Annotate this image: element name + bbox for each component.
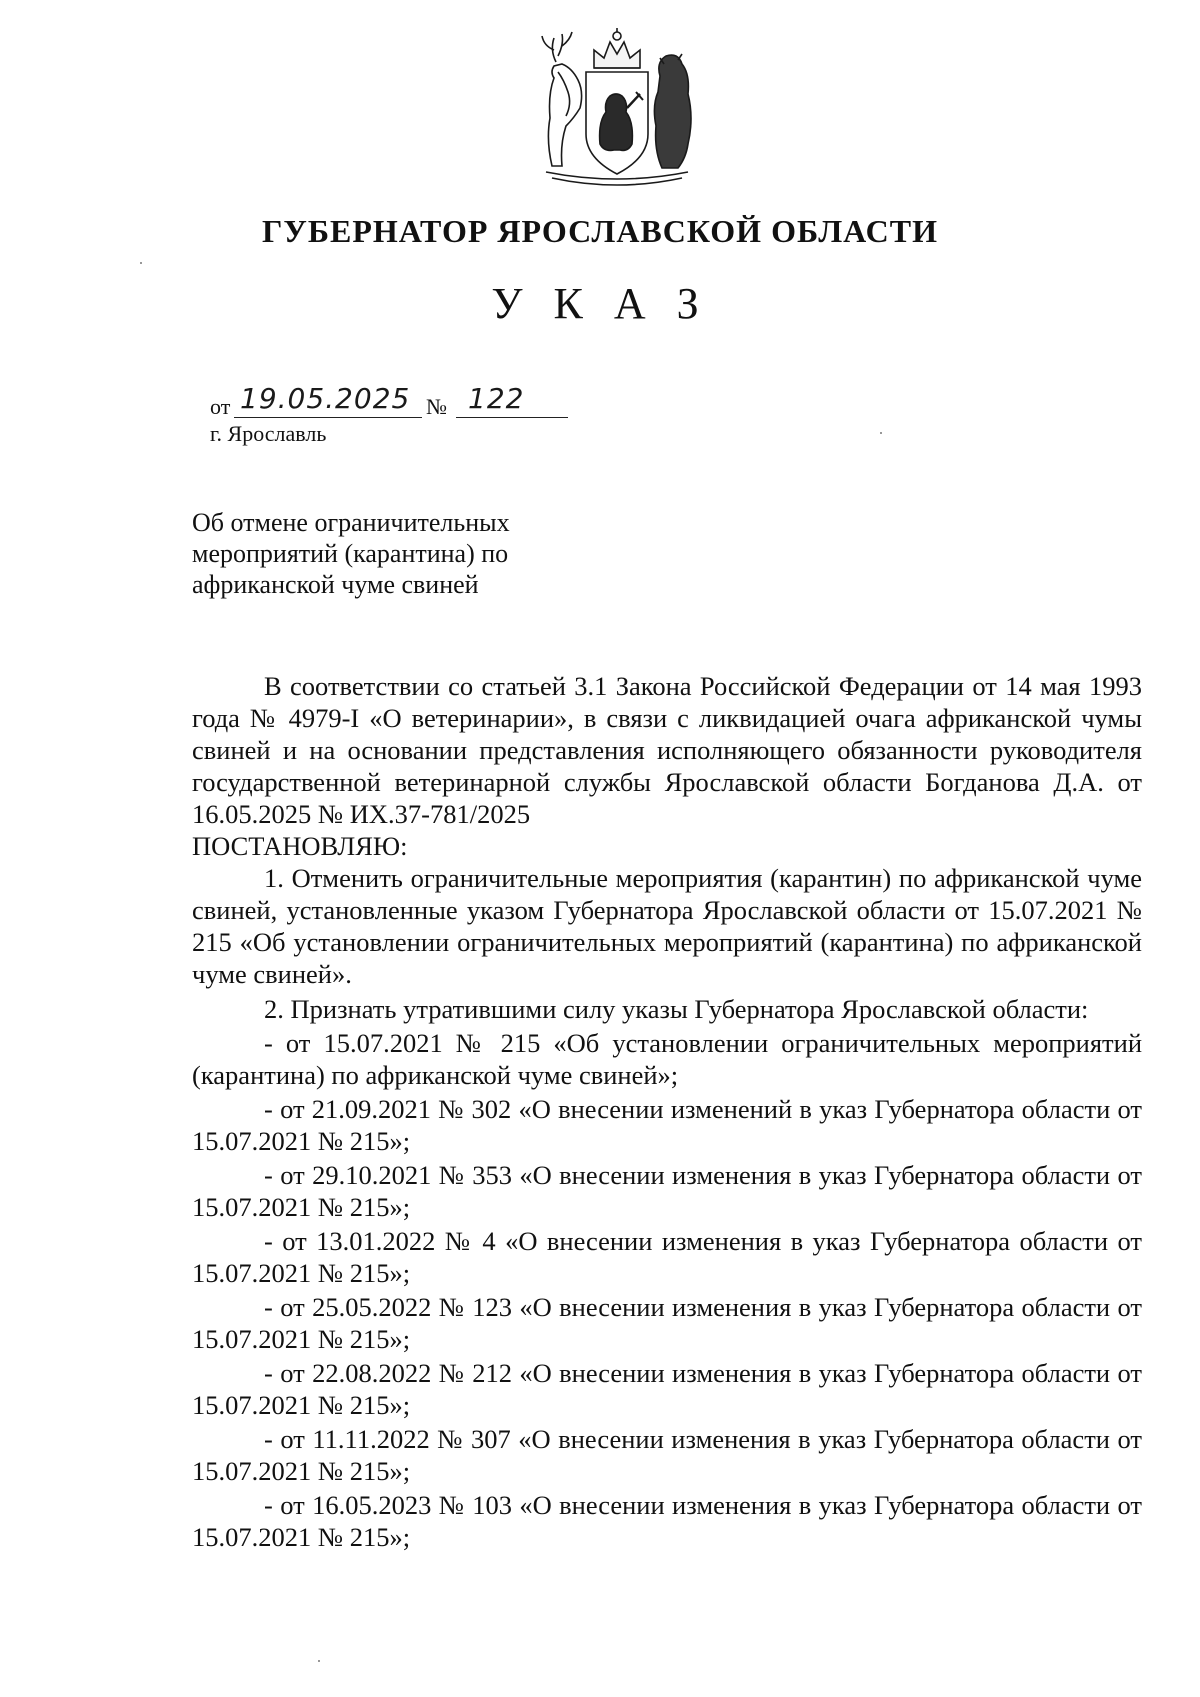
subject-line: мероприятий (карантина) по [192, 539, 509, 568]
handwritten-date: 19.05.2025 [240, 382, 411, 415]
date-prefix: от [210, 394, 231, 419]
city-of-issue: г. Ярославль [210, 421, 327, 446]
repealed-decree-item: - от 25.05.2022 № 123 «О внесении изменения в указ Губернатора области от 15.07.2021 № 215»; [192, 1292, 1142, 1354]
repealed-decree-item: - от 11.11.2022 № 307 «О внесении изменения в указ Губернатора области от 15.07.2021 № 215»; [192, 1424, 1142, 1486]
repealed-decree-item: - от 29.10.2021 № 353 «О внесении изменения в указ Губернатора области от 15.07.2021 № 215»; [192, 1160, 1142, 1222]
repealed-decree-item: - от 13.01.2022 № 4 «О внесении изменения в указ Губернатора области от 15.07.2021 № 215»; [192, 1226, 1142, 1288]
scan-speck [318, 1660, 320, 1662]
date-underline [234, 417, 422, 418]
subject-line: африканской чуме свиней [192, 570, 479, 599]
resolve-word: ПОСТАНОВЛЯЮ: [192, 831, 408, 861]
repealed-decree-item: - от 22.08.2022 № 212 «О внесении изменения в указ Губернатора области от 15.07.2021 № 215»; [192, 1358, 1142, 1420]
repealed-decree-item: - от 21.09.2021 № 302 «О внесении изменений в указ Губернатора области от 15.07.2021 № 215»; [192, 1094, 1142, 1156]
scan-speck [880, 432, 882, 434]
coat-of-arms-emblem [528, 22, 706, 192]
scan-speck [140, 262, 142, 264]
document-type-title: У К А З [491, 279, 709, 328]
registration-line [210, 384, 570, 420]
issuing-authority-heading: ГУБЕРНАТОР ЯРОСЛАВСКОЙ ОБЛАСТИ [261, 213, 939, 249]
preamble-paragraph: В соответствии со статьей 3.1 Закона Российской Федерации от 14 мая 1993 года № 4979-I «О ветеринарии», в связи с ликвидацией очага африканской чумы свиней и на основании представления исполняющего обязанности руководителя государственной ветеринарной службы Ярославской области Богданова Д.А. от 16.05.2025 № ИХ.37-781/2025 [192, 671, 1142, 829]
handwritten-number: 122 [468, 382, 525, 415]
point-1-paragraph: 1. Отменить ограничительные мероприятия (карантин) по африканской чуме свиней, установленные указом Губернатора Ярославской области от 15.07.2021 № 215 «Об установлении ограничительных мероприятий (карантина) по африканской чуме свиней». [192, 863, 1142, 989]
number-underline [456, 417, 568, 418]
number-prefix: № [426, 394, 447, 419]
document-body [192, 670, 1142, 1553]
repealed-decree-item: - от 15.07.2021 № 215 «Об установлении ограничительных мероприятий (карантина) по африканской чуме свиней»; [192, 1028, 1142, 1090]
document-subject [192, 507, 632, 600]
subject-line: Об отмене ограничительных [192, 508, 510, 537]
point-2-intro: 2. Признать утратившими силу указы Губернатора Ярославской области: [264, 994, 1089, 1024]
repealed-decree-item: - от 16.05.2023 № 103 «О внесении изменения в указ Губернатора области от 15.07.2021 № 215»; [192, 1490, 1142, 1552]
